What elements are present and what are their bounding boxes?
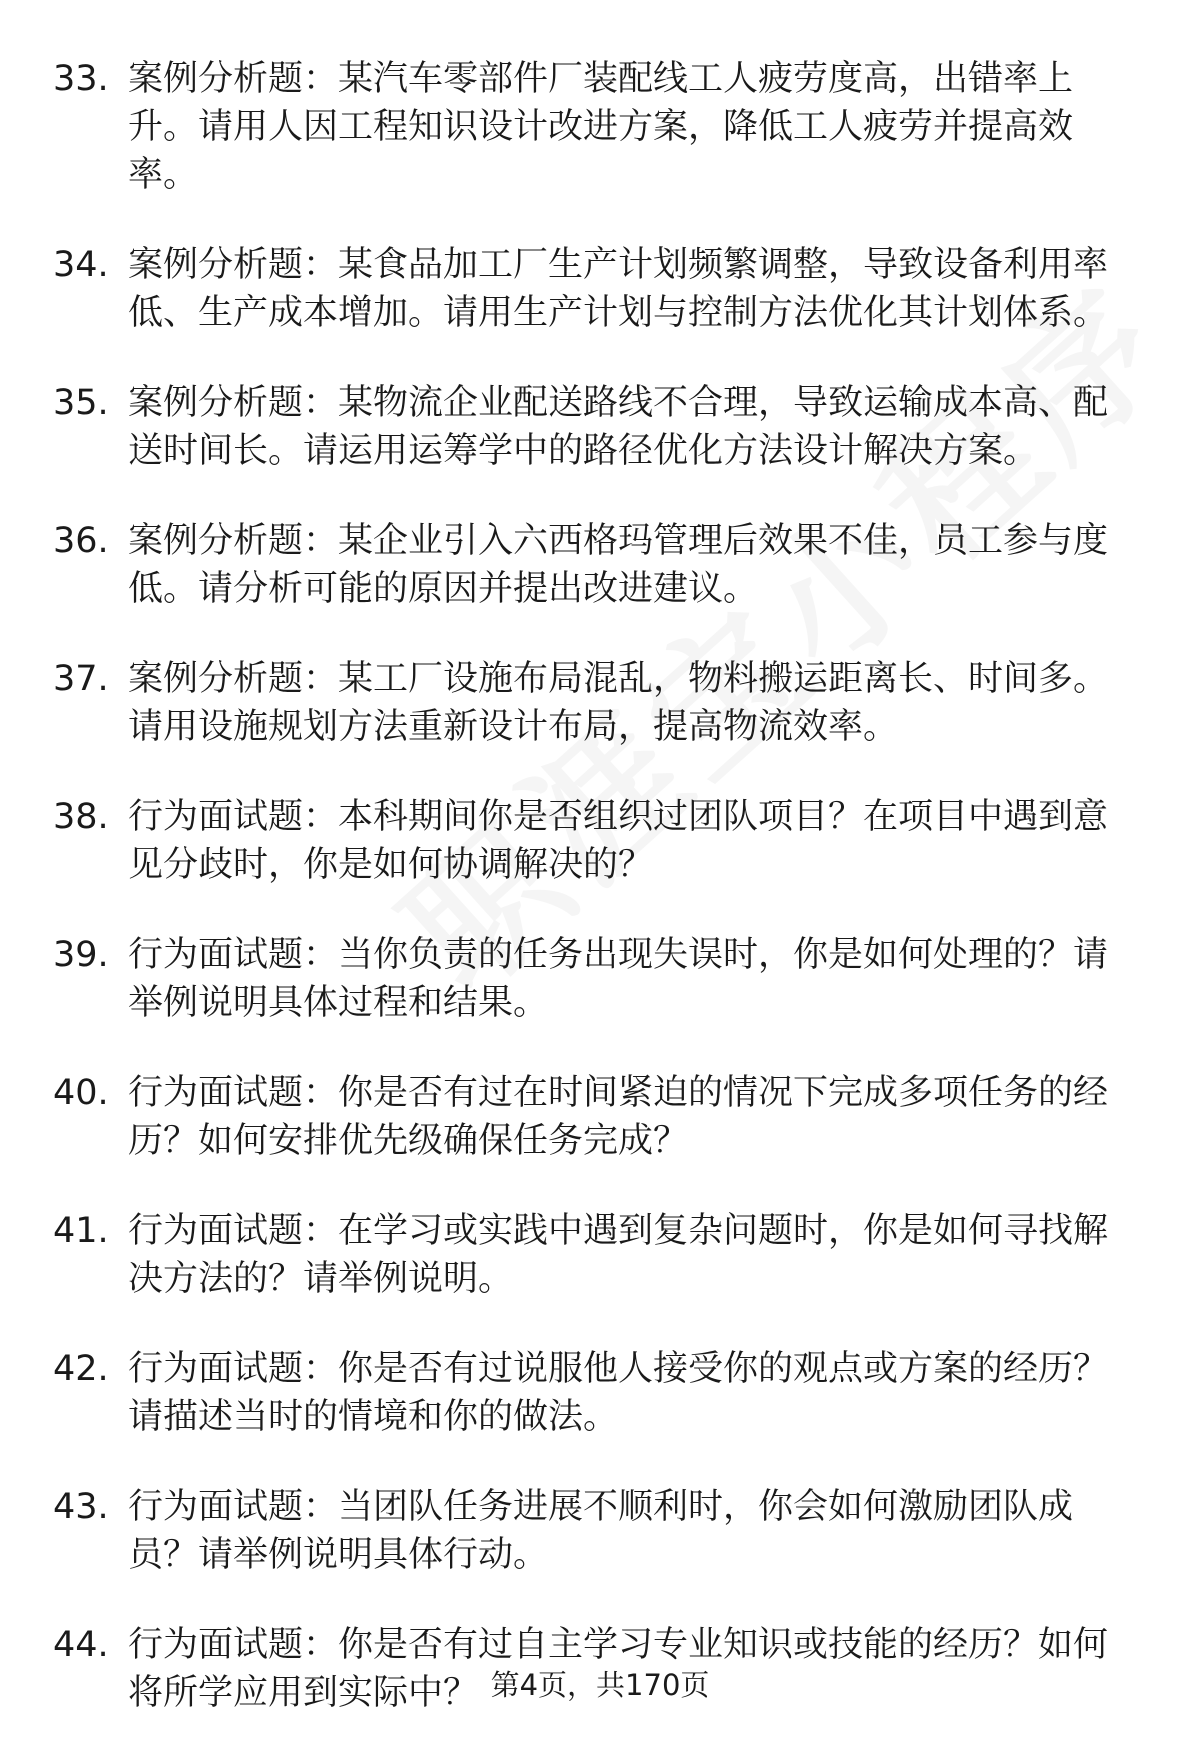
- question-number: 36.: [53, 521, 109, 561]
- question-number: 44.: [53, 1625, 109, 1665]
- question-text: 案例分析题：某汽车零部件厂装配线工人疲劳度高，出错率上升。请用人因工程知识设计改进方案，降低工人疲劳并提高效率。: [128, 59, 1074, 195]
- question-item: [0, 241, 1200, 337]
- question-text: 案例分析题：某企业引入六西格玛管理后效果不佳，员工参与度低。请分析可能的原因并提出改进建议。: [128, 521, 1109, 609]
- question-number: 38.: [53, 797, 109, 837]
- question-list: [0, 55, 1200, 1759]
- question-item: [0, 517, 1200, 613]
- question-item: [0, 655, 1200, 751]
- question-text: 案例分析题：某物流企业配送路线不合理，导致运输成本高、配送时间长。请运用运筹学中的路径优化方法设计解决方案。: [128, 383, 1109, 471]
- question-text: 行为面试题：本科期间你是否组织过团队项目？在项目中遇到意见分歧时，你是如何协调解决的？: [128, 797, 1109, 885]
- page-footer: [0, 1665, 1200, 1705]
- question-text: 行为面试题：当你负责的任务出现失误时，你是如何处理的？请举例说明具体过程和结果。: [128, 935, 1109, 1023]
- question-text: 行为面试题：当团队任务进展不顺利时，你会如何激励团队成员？请举例说明具体行动。: [128, 1487, 1074, 1575]
- question-text: 案例分析题：某食品加工厂生产计划频繁调整，导致设备利用率低、生产成本增加。请用生产计划与控制方法优化其计划体系。: [128, 245, 1109, 333]
- question-item: [0, 931, 1200, 1027]
- question-text: 案例分析题：某工厂设施布局混乱，物料搬运距离长、时间多。请用设施规划方法重新设计布局，提高物流效率。: [128, 659, 1109, 747]
- question-text: 行为面试题：在学习或实践中遇到复杂问题时，你是如何寻找解决方法的？请举例说明。: [128, 1211, 1109, 1299]
- question-number: 39.: [53, 935, 109, 975]
- question-item: [0, 793, 1200, 889]
- question-number: 34.: [53, 245, 109, 285]
- question-item: [0, 1483, 1200, 1579]
- question-number: 41.: [53, 1211, 109, 1251]
- question-item: [0, 1069, 1200, 1165]
- page-number-label: 第4页，共170页: [490, 1668, 710, 1702]
- question-text: 行为面试题：你是否有过自主学习专业知识或技能的经历？如何将所学应用到实际中？: [128, 1625, 1109, 1713]
- question-item: [0, 1345, 1200, 1441]
- question-number: 37.: [53, 659, 109, 699]
- question-number: 35.: [53, 383, 109, 423]
- question-item: [0, 55, 1200, 199]
- question-text: 行为面试题：你是否有过在时间紧迫的情况下完成多项任务的经历？如何安排优先级确保任务完成？: [128, 1073, 1109, 1161]
- question-number: 33.: [53, 59, 109, 99]
- question-item: [0, 1207, 1200, 1303]
- question-item: [0, 379, 1200, 475]
- question-number: 42.: [53, 1349, 109, 1389]
- question-text: 行为面试题：你是否有过说服他人接受你的观点或方案的经历？请描述当时的情境和你的做法。: [128, 1349, 1109, 1437]
- question-number: 43.: [53, 1487, 109, 1527]
- question-number: 40.: [53, 1073, 109, 1113]
